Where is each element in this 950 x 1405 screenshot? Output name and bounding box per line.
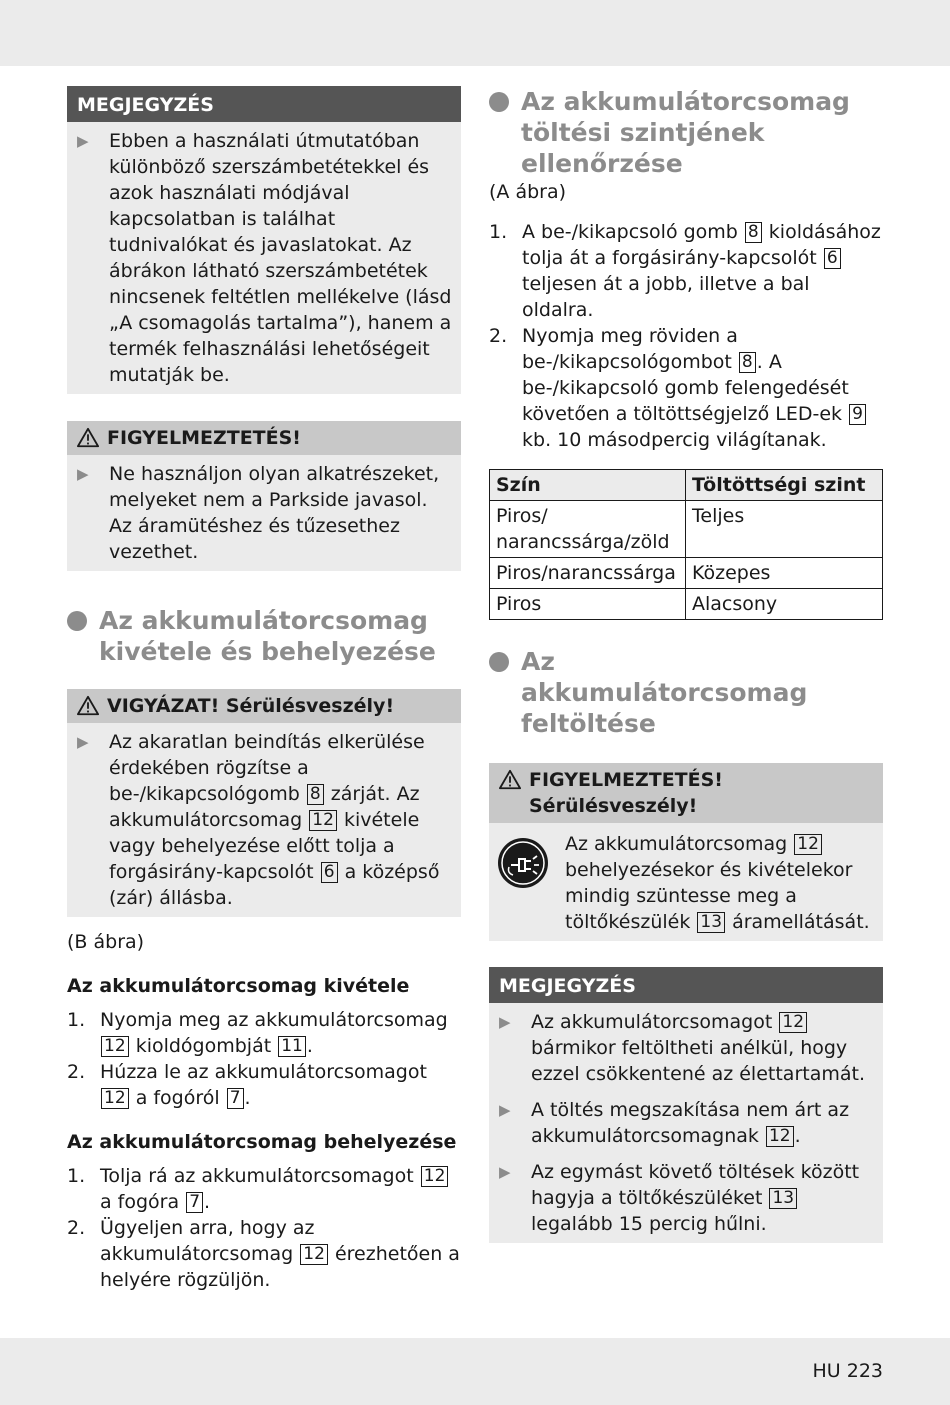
part-reference: 12 [101, 1088, 129, 1109]
part-reference: 7 [186, 1192, 203, 1213]
section-title-charge-level: Az akkumulátorcsomag töltési szintjének ellenőrzése [489, 86, 883, 179]
header-band [0, 0, 950, 66]
left-column [67, 86, 461, 1293]
warning-box [67, 421, 461, 571]
figure-reference: (B ábra) [67, 931, 145, 953]
insertion-title: Az akkumulátorcsomag behelyezése [67, 1131, 457, 1153]
part-reference: 12 [779, 1012, 807, 1033]
footer-band [0, 1338, 950, 1405]
part-reference: 7 [227, 1088, 244, 1109]
part-reference: 6 [824, 248, 841, 269]
charge-level-table [489, 469, 883, 620]
warning-triangle-icon [77, 427, 99, 449]
table-row: Piros Alacsony [490, 589, 883, 620]
part-reference: 11 [278, 1036, 306, 1057]
list-item: 2. Nyomja meg röviden a be-/kikapcsológombot 8 . A be-/kikapcsoló gomb felengedését követően a töltöttségjelző LED-ek 9 kb. 10 másodpercig világítanak. [489, 323, 883, 453]
warning-heading: FIGYELMEZTETÉS! [67, 421, 461, 455]
part-reference: 12 [300, 1244, 328, 1265]
part-reference: 13 [697, 912, 725, 933]
charge-check-list [489, 219, 883, 453]
insertion-list [67, 1163, 461, 1293]
section-title-charging: Az akkumulátorcsomag feltöltése [489, 646, 883, 739]
table-row: Piros/ narancssárga/zöld Teljes [490, 501, 883, 558]
list-item: 1. Tolja rá az akkumulátorcsomagot 12 a fogóra 7 . [67, 1163, 461, 1215]
charging-warning-heading: FIGYELMEZTETÉS! Sérülésveszély! [489, 763, 883, 823]
note-heading: MEGJEGYZÉS [489, 967, 883, 1003]
note-bullet: ▶ Ebben a használati útmutatóban különböző szerszámbetétekkel és azok használati módjával kapcsolatban is találhat tudnivalókat és javaslatokat. Az ábrákon látható szerszámbetétek nincsenek feltétlen mellékelve (lásd „A csomagolás tartalma”), hanem a termék felhasználási lehetőségeit mutatják be. [77, 130, 452, 386]
section-bullet-icon [489, 92, 509, 112]
part-reference: 12 [794, 834, 822, 855]
warning-triangle-icon [499, 769, 521, 791]
bullet-triangle-icon: ▶ [499, 1101, 511, 1119]
caution-heading: VIGYÁZAT! Sérülésveszély! [67, 689, 461, 723]
note-box-2 [489, 967, 883, 1243]
part-reference: 12 [309, 810, 337, 831]
bullet-triangle-icon: ▶ [77, 733, 89, 751]
part-reference: 12 [421, 1166, 449, 1187]
removal-list [67, 1007, 461, 1111]
note-heading: MEGJEGYZÉS [67, 86, 461, 122]
part-reference: 13 [769, 1188, 797, 1209]
charging-warning-text: Az akkumulátorcsomag 12 behelyezésekor és kivételekor mindig szüntesse meg a töltőkészülék 13 áramellátását. [565, 833, 870, 933]
removal-title: Az akkumulátorcsomag kivétele [67, 975, 410, 997]
part-reference: 6 [321, 862, 338, 883]
list-item: 1. A be-/kikapcsoló gomb 8 kioldásához tolja át a forgásirány-kapcsolót 6 teljesen át a jobb, illetve a bal oldalra. [489, 221, 881, 321]
bullet-triangle-icon: ▶ [499, 1013, 511, 1031]
part-reference: 8 [745, 222, 762, 243]
unplug-icon [497, 837, 549, 889]
list-item: 2. Húzza le az akkumulátorcsomagot 12 a fogóról 7 . [67, 1061, 427, 1109]
warning-bullet: ▶ Ne használjon olyan alkatrészeket, melyeket nem a Parkside javasol. Az áramütéshez és tűzesethez vezethet. [77, 463, 440, 563]
note-bullet: ▶ Az akkumulátorcsomagot 12 bármikor feltöltheti anélkül, hogy ezzel csökkentené az élettartamát. [499, 1011, 865, 1085]
note-bullet: ▶ A töltés megszakítása nem árt az akkumulátorcsomagnak 12 . [499, 1099, 850, 1147]
page-number: HU 223 [812, 1360, 883, 1382]
bullet-triangle-icon: ▶ [77, 465, 89, 483]
note-box [67, 86, 461, 394]
part-reference: 12 [766, 1126, 794, 1147]
section-bullet-icon [489, 652, 509, 672]
part-reference: 12 [101, 1036, 129, 1057]
table-row: Piros/narancssárga Közepes [490, 558, 883, 589]
bullet-triangle-icon: ▶ [499, 1163, 511, 1181]
table-header-row: Szín Töltöttségi szint [490, 470, 883, 501]
part-reference: 8 [739, 352, 756, 373]
figure-reference: (A ábra) [489, 181, 567, 203]
warning-triangle-icon [77, 695, 99, 717]
list-item: 1. Nyomja meg az akkumulátorcsomag 12 kioldógombját 11 . [67, 1009, 448, 1057]
section-title-remove-insert: Az akkumulátorcsomag kivétele és behelyezése [67, 605, 461, 667]
part-reference: 9 [849, 404, 866, 425]
section-bullet-icon [67, 611, 87, 631]
right-column [489, 86, 883, 1243]
note-bullet: ▶ Az egymást követő töltések között hagyja a töltőkészüléket 13 legalább 15 percig hűlni. [499, 1161, 860, 1235]
part-reference: 8 [307, 784, 324, 805]
caution-box [67, 689, 461, 917]
caution-bullet: ▶ Az akaratlan beindítás elkerülése érdekében rögzítse a be-/kikapcsológomb 8 zárját. Az akkumulátorcsomag 12 kivétele vagy behelyezése előtt tolja a forgásirány-kapcsolót 6 a középső (zár) állásba. [77, 731, 440, 909]
bullet-triangle-icon: ▶ [77, 132, 89, 150]
charging-warning-box [489, 763, 883, 941]
list-item: 2. Ügyeljen arra, hogy az akkumulátorcsomag 12 érezhetően a helyére rögzüljön. [67, 1217, 460, 1291]
